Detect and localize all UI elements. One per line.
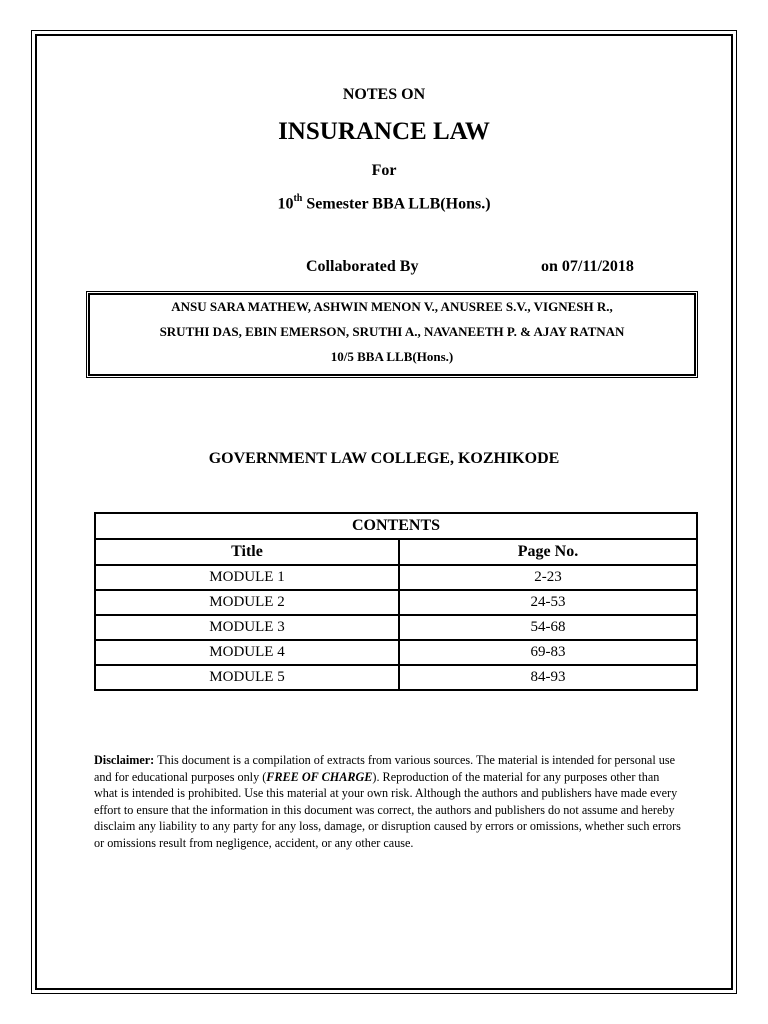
module-pages: 69-83 <box>399 640 697 665</box>
module-title: MODULE 1 <box>95 565 399 590</box>
module-title: MODULE 5 <box>95 665 399 690</box>
authors-box <box>86 291 698 378</box>
contents-heading: CONTENTS <box>95 513 697 539</box>
module-pages: 2-23 <box>399 565 697 590</box>
authors-class: 10/5 BBA LLB(Hons.) <box>330 349 454 364</box>
collaboration-date: on 07/11/2018 <box>541 258 634 275</box>
disclaimer-label: Disclaimer: <box>94 753 155 767</box>
table-row <box>95 615 697 640</box>
for-label: For <box>371 162 397 179</box>
collaborated-by-label: Collaborated By <box>306 258 419 275</box>
notes-on-heading: NOTES ON <box>342 86 426 103</box>
disclaimer-emphasis: FREE OF CHARGE <box>266 769 373 784</box>
disclaimer-text-after: ). Reproduction of the material for any purposes other than what is intended is prohibited. Use this material at your own risk. Although the authors and publishers have made every effort to ensure that the information in this document was correct, the authors and publishers do not assume and hereby disclaim any liability to any party for any loss, damage, or disruption caused by errors or omissions, whether such errors or omissions result from negligence, accident, or any other cause. <box>94 769 681 850</box>
table-row <box>95 565 697 590</box>
disclaimer-text-before: This document is a compilation of extracts from various sources. The material is intended for personal use and for educational purposes only ( <box>94 753 676 784</box>
semester-suffix: th <box>293 193 303 204</box>
contents-table <box>94 512 698 691</box>
semester-text: Semester BBA LLB(Hons.) <box>302 195 491 213</box>
column-header-page-no: Page No. <box>399 539 697 565</box>
table-row <box>95 665 697 690</box>
column-header-title: Title <box>95 539 399 565</box>
module-title: MODULE 2 <box>95 590 399 615</box>
document-title: INSURANCE LAW <box>278 118 490 145</box>
authors-line-1: ANSU SARA MATHEW, ASHWIN MENON V., ANUSREE S.V., VIGNESH R., <box>171 299 613 314</box>
table-row <box>95 640 697 665</box>
college-name: GOVERNMENT LAW COLLEGE, KOZHIKODE <box>208 450 560 467</box>
module-pages: 24-53 <box>399 590 697 615</box>
semester-line <box>0 194 768 213</box>
module-title: MODULE 3 <box>95 615 399 640</box>
module-pages: 84-93 <box>399 665 697 690</box>
authors-line-2: SRUTHI DAS, EBIN EMERSON, SRUTHI A., NAVANEETH P. & AJAY RATNAN <box>159 324 625 339</box>
semester-number: 10 <box>277 195 294 213</box>
module-pages: 54-68 <box>399 615 697 640</box>
disclaimer <box>94 752 682 852</box>
table-row <box>95 590 697 615</box>
module-title: MODULE 4 <box>95 640 399 665</box>
